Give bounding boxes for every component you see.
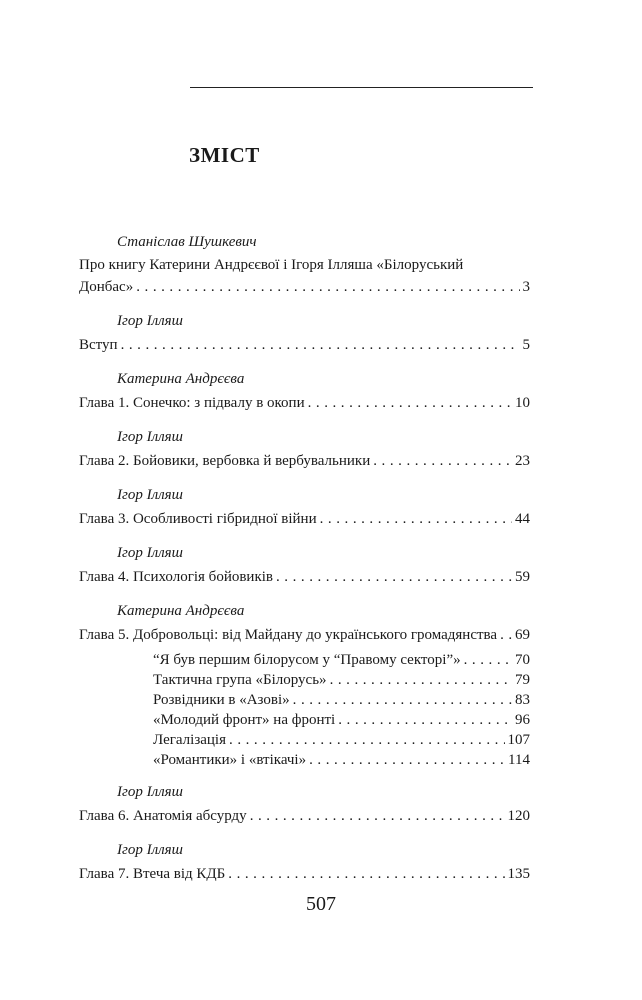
toc-entry[interactable] — [79, 279, 530, 301]
toc-leader-dots — [500, 627, 512, 642]
toc-subentry[interactable] — [153, 732, 530, 754]
toc-page-number: 10 — [515, 395, 530, 411]
toc-entry[interactable] — [79, 627, 530, 649]
toc-subentry[interactable] — [153, 652, 530, 674]
toc-subentry[interactable] — [153, 752, 530, 774]
toc-leader-dots — [293, 692, 512, 707]
toc-leader-dots — [121, 337, 520, 352]
toc-subentry-title: «Романтики» і «втікачі» — [153, 752, 307, 768]
toc-entry[interactable] — [79, 569, 530, 591]
toc-entry-title: Глава 1. Сонечко: з підвалу в окопи — [79, 395, 305, 411]
toc-page-number: 120 — [507, 808, 530, 824]
toc-leader-dots — [338, 712, 512, 727]
toc-page-number: 96 — [515, 712, 530, 728]
toc-leader-dots — [464, 652, 512, 667]
toc-page-number: 83 — [515, 692, 530, 708]
toc-subentry-title: Легалізація — [153, 732, 227, 748]
toc-entry-title: Глава 6. Анатомія абсурду — [79, 808, 247, 824]
toc-page-number: 3 — [522, 279, 530, 295]
toc-leader-dots — [373, 453, 512, 468]
toc-subentry[interactable] — [153, 672, 530, 694]
toc-subentry-title: «Молодий фронт» на фронті — [153, 712, 336, 728]
toc-leader-dots — [228, 866, 504, 881]
toc-subentry-title: Розвідники в «Азові» — [153, 692, 290, 708]
toc-entry[interactable] — [79, 337, 530, 359]
toc-entry-title: Вступ — [79, 337, 118, 353]
toc-entry-text: Про книгу Катерини Андрєєвої і Ігоря Ілляша «Білоруський — [79, 257, 464, 273]
toc-author: Ігор Ілляш — [117, 842, 183, 858]
toc-entry[interactable] — [79, 511, 530, 533]
page-title: ЗМІСТ — [189, 143, 260, 167]
toc-entry-title: Глава 7. Втеча від КДБ — [79, 866, 226, 882]
toc-author: Ігор Ілляш — [117, 313, 183, 329]
toc-page-number: 70 — [515, 652, 530, 668]
toc-author: Ігор Ілляш — [117, 784, 183, 800]
toc-entry-title: Глава 2. Бойовики, вербовка й вербувальники — [79, 453, 371, 469]
toc-leader-dots — [309, 752, 505, 767]
page-number: 507 — [306, 893, 336, 915]
toc-page-number: 79 — [515, 672, 530, 688]
toc-subentry[interactable] — [153, 692, 530, 714]
toc-page-number: 69 — [515, 627, 530, 643]
toc-entry[interactable] — [79, 866, 530, 888]
toc-entry[interactable] — [79, 453, 530, 475]
toc-entry[interactable] — [79, 808, 530, 830]
toc-entry[interactable] — [79, 395, 530, 417]
toc-subentry-title: “Я був першим білорусом у “Правому секторі”» — [153, 652, 461, 668]
toc-author: Ігор Ілляш — [117, 487, 183, 503]
toc-page-number: 114 — [508, 752, 530, 768]
toc-leader-dots — [229, 732, 504, 747]
toc-subentry[interactable] — [153, 712, 530, 734]
toc-leader-dots — [330, 672, 512, 687]
toc-leader-dots — [276, 569, 512, 584]
toc-page-number: 107 — [507, 732, 530, 748]
toc-leader-dots — [308, 395, 512, 410]
toc-author: Станіслав Шушкевич — [117, 234, 257, 250]
toc-page-number: 135 — [507, 866, 530, 882]
toc-author: Ігор Ілляш — [117, 545, 183, 561]
toc-entry-title: Донбас» — [79, 279, 134, 295]
toc-entry-title: Глава 4. Психологія бойовиків — [79, 569, 273, 585]
toc-author: Ігор Ілляш — [117, 429, 183, 445]
toc-page-number: 44 — [515, 511, 530, 527]
toc-author: Катерина Андрєєва — [117, 603, 245, 619]
toc-author: Катерина Андрєєва — [117, 371, 245, 387]
toc-page-number: 5 — [522, 337, 530, 353]
toc-subentry-title: Тактична група «Білорусь» — [153, 672, 327, 688]
toc-leader-dots — [250, 808, 505, 823]
toc-entry-title: Глава 5. Добровольці: від Майдану до українського громадянства — [79, 627, 498, 643]
toc-page-number: 59 — [515, 569, 530, 585]
toc-leader-dots — [320, 511, 512, 526]
toc-entry-title: Глава 3. Особливості гібридної війни — [79, 511, 317, 527]
toc-leader-dots — [136, 279, 519, 294]
toc-page-number: 23 — [515, 453, 530, 469]
